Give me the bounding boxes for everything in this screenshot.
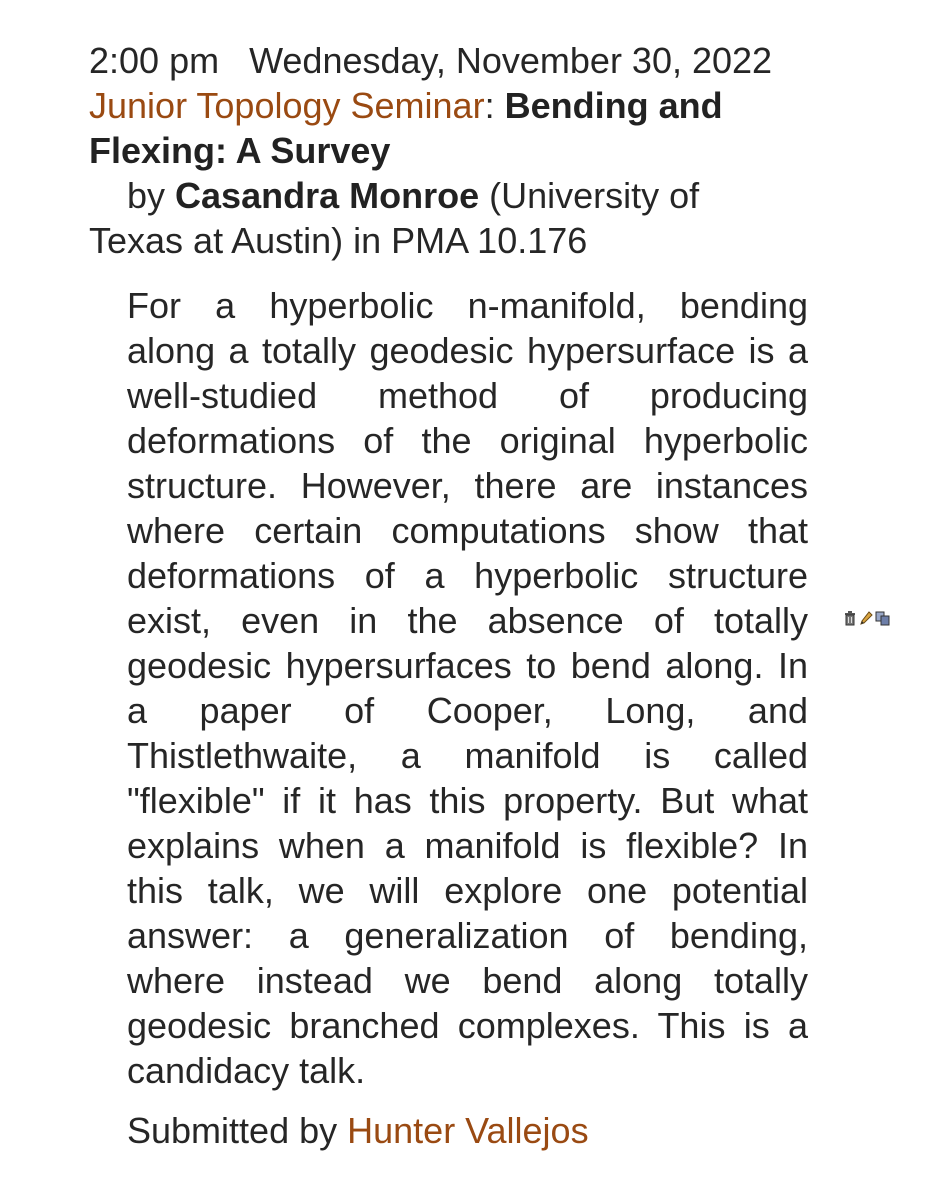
speaker-line	[89, 173, 789, 263]
abstract-text: For a hyperbolic n-manifold, bending along a totally geodesic hypersurface is a well-studied method of producing deformations of the original hyperbolic structure. However, there are instances where certain computations show that deformations of a hyperbolic structure exist, even in the absence of totally geodesic hypersurfaces to bend along. In a paper of Cooper, Long, and Thistlethwaite, a manifold is called "flexible" if it has this property. But what explains when a manifold is flexible? In this talk, we will explore one potential answer: a generalization of bending, where instead we bend along totally geodesic branched complexes. This is a candidacy talk.	[127, 285, 808, 1091]
event-datetime	[89, 38, 789, 83]
by-prefix: by	[127, 175, 176, 216]
copy-icon[interactable]	[875, 610, 889, 626]
seminar-link[interactable]: Junior Topology Seminar	[89, 85, 485, 126]
submitted-by	[127, 1108, 589, 1153]
event-date: Wednesday, November 30, 2022	[249, 40, 773, 81]
event-header	[89, 38, 789, 263]
edit-pencil-icon[interactable]	[859, 610, 873, 626]
admin-tools	[843, 610, 889, 626]
title-separator: :	[484, 85, 505, 126]
trash-icon[interactable]	[843, 610, 857, 626]
submitter-link[interactable]: Hunter Vallejos	[347, 1110, 589, 1151]
talk-title: Bending and Flexing: A Survey	[89, 85, 723, 171]
speaker-name: Casandra Monroe	[175, 175, 480, 216]
submitted-prefix: Submitted by	[127, 1110, 348, 1151]
event-time: 2:00 pm	[89, 40, 220, 81]
event-title-line	[89, 83, 789, 173]
speaker-affiliation-location: (University of Texas at Austin) in PMA 10.176	[89, 175, 700, 261]
